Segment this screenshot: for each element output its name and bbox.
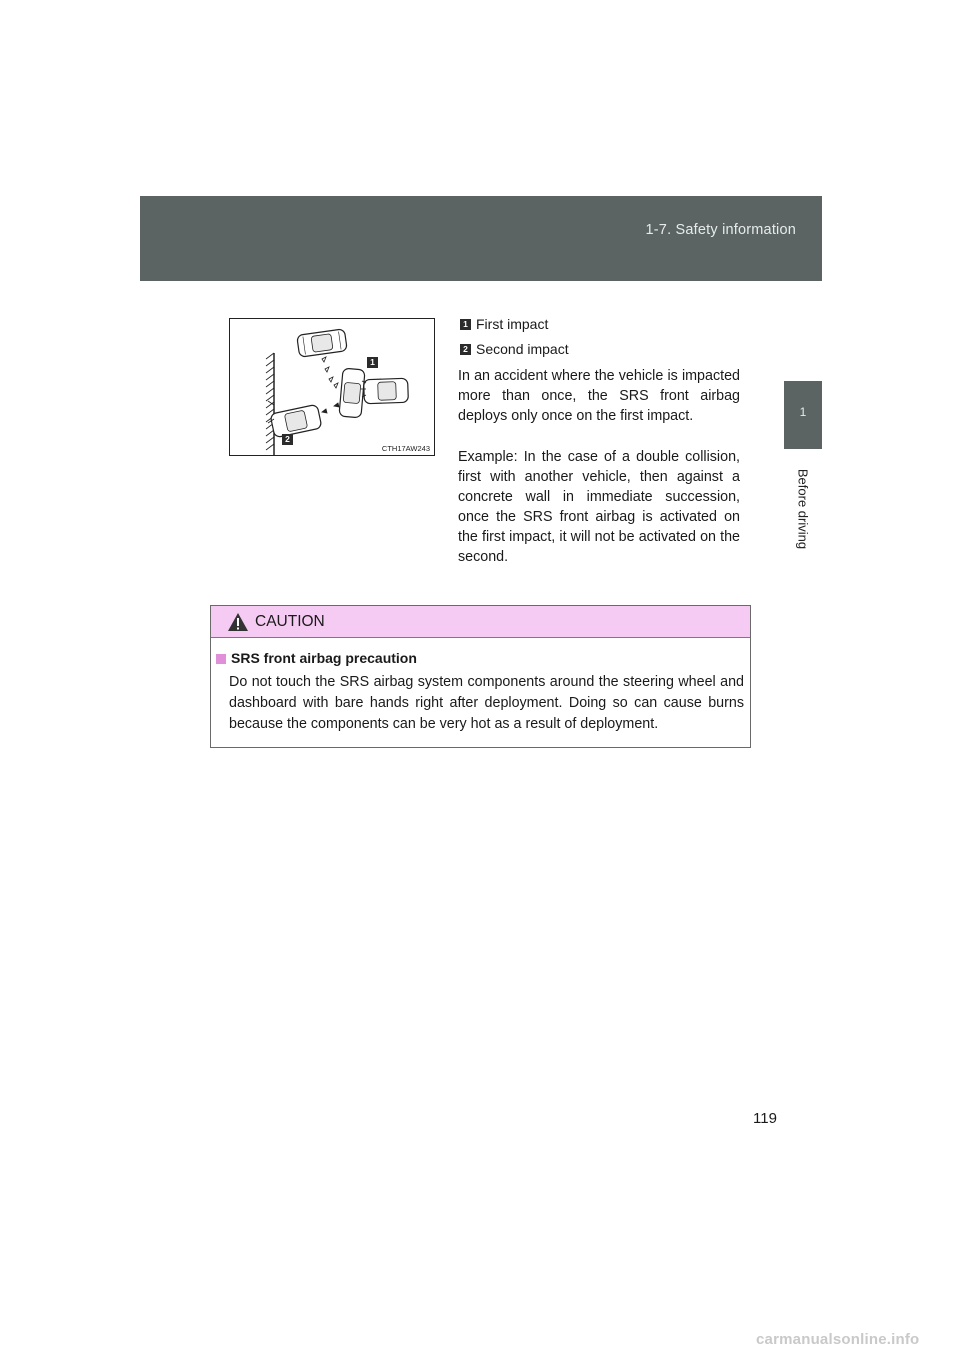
collision-diagram bbox=[230, 319, 434, 455]
chapter-label bbox=[790, 459, 816, 559]
car-initial-position bbox=[297, 329, 348, 357]
legend-number-1: 1 bbox=[460, 319, 471, 330]
caution-title: CAUTION bbox=[255, 613, 325, 630]
car-first-impact bbox=[339, 368, 365, 418]
body-paragraph-2: Example: In the case of a double collision, first with another vehicle, then against a concrete wall in immediate succession, once the SRS front airbag is activated on the first impact, it will not be activated on the second. bbox=[458, 449, 740, 565]
square-bullet-icon bbox=[216, 654, 226, 664]
collision-illustration bbox=[229, 318, 435, 456]
watermark: carmanualsonline.info bbox=[756, 1331, 920, 1348]
chapter-label-text: Before driving bbox=[795, 468, 811, 550]
chapter-number: 1 bbox=[799, 405, 807, 419]
legend-label-2: Second impact bbox=[476, 341, 569, 357]
page-number: 119 bbox=[753, 1110, 777, 1127]
other-vehicle bbox=[364, 378, 409, 404]
caution-header bbox=[211, 606, 750, 638]
caution-box bbox=[210, 605, 751, 748]
caution-heading bbox=[216, 650, 417, 666]
motion-arrows bbox=[322, 357, 339, 413]
body-paragraph-1: In an accident where the vehicle is impacted more than once, the SRS front airbag deploys only once on the first impact. bbox=[458, 368, 740, 424]
figure-callout-2: 2 bbox=[282, 434, 293, 445]
chapter-tab bbox=[784, 381, 822, 449]
figure-code: CTH17AW243 bbox=[381, 444, 430, 453]
caution-heading-text: SRS front airbag precaution bbox=[231, 650, 417, 666]
legend-label-1: First impact bbox=[476, 316, 549, 332]
legend-number-2: 2 bbox=[460, 344, 471, 355]
warning-triangle-icon bbox=[227, 612, 249, 632]
header-band bbox=[140, 196, 822, 281]
wall-hatching bbox=[266, 353, 274, 450]
figure-callout-1: 1 bbox=[367, 357, 378, 368]
section-title: 1-7. Safety information bbox=[645, 222, 796, 238]
car-second-impact bbox=[270, 404, 322, 437]
caution-text: Do not touch the SRS airbag system components around the steering wheel and dashboard with bare hands right after deployment. Doing so can cause burns because the components can be very hot as a result of deployment. bbox=[229, 674, 744, 732]
